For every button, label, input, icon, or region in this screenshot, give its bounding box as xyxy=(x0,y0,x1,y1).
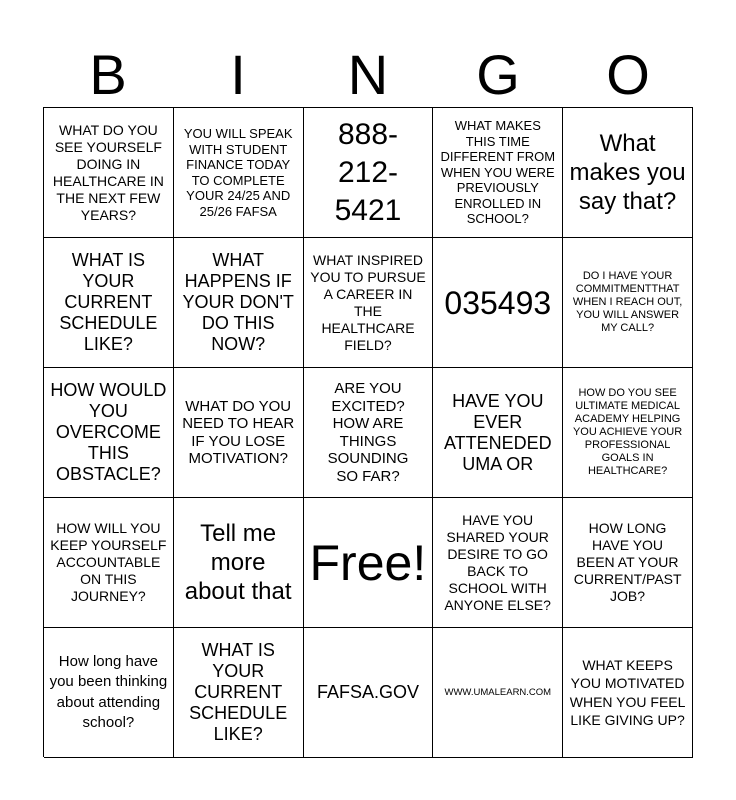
cell-text: What makes you say that? xyxy=(569,130,686,215)
header-letter-i: I xyxy=(230,43,246,106)
cell-text: Free! xyxy=(309,534,427,591)
bingo-cell[interactable] xyxy=(174,368,304,498)
bingo-cell[interactable] xyxy=(174,108,304,238)
bingo-cell[interactable] xyxy=(44,238,174,368)
cell-text: WHAT INSPIRED YOU TO PURSUE A CAREER IN THE HEALTHCARE FIELD? xyxy=(310,251,426,353)
cell-text: WHAT DO YOU NEED TO HEAR IF YOU LOSE MOTIVATION? xyxy=(182,397,295,467)
bingo-cell[interactable] xyxy=(304,498,434,628)
bingo-cell[interactable] xyxy=(44,108,174,238)
bingo-cell[interactable] xyxy=(563,628,693,758)
cell-text: WHAT MAKES THIS TIME DIFFERENT FROM WHEN YOU WERE PREVIOUSLY ENROLLED IN SCHOOL? xyxy=(440,118,556,227)
header-letter-g: G xyxy=(476,43,520,106)
bingo-cell[interactable] xyxy=(563,368,693,498)
cell-text: YOU WILL SPEAK WITH STUDENT FINANCE TODAY TO COMPLETE YOUR 24/25 AND 25/26 FAFSA xyxy=(183,126,293,219)
bingo-row xyxy=(44,368,693,498)
bingo-cell[interactable] xyxy=(563,108,693,238)
cell-text: Tell me more about that xyxy=(184,520,292,605)
header-letter-b: B xyxy=(89,43,127,106)
bingo-cell[interactable] xyxy=(304,628,434,758)
bingo-cell[interactable] xyxy=(174,238,304,368)
bingo-row xyxy=(44,108,693,238)
bingo-row xyxy=(44,628,693,758)
cell-text: How long have you been thinking about attending school? xyxy=(49,652,168,731)
bingo-cell[interactable] xyxy=(433,108,563,238)
bingo-cell[interactable] xyxy=(44,498,174,628)
bingo-cell[interactable] xyxy=(433,368,563,498)
cell-text: HOW DO YOU SEE ULTIMATE MEDICAL ACADEMY HELPING YOU ACHIEVE YOUR PROFESSIONAL GOALS IN HEALTHCARE? xyxy=(572,387,683,477)
cell-text: FAFSA.GOV xyxy=(316,682,419,702)
bingo-cell[interactable] xyxy=(433,498,563,628)
cell-text: ARE YOU EXCITED? HOW ARE THINGS SOUNDING SO FAR? xyxy=(327,380,409,485)
cell-text: WHAT HAPPENS IF YOUR DON'T DO THIS NOW? xyxy=(182,250,294,354)
cell-text: WWW.UMALEARN.COM xyxy=(444,686,552,698)
bingo-cell[interactable] xyxy=(174,628,304,758)
bingo-cell[interactable] xyxy=(563,498,693,628)
bingo-cell[interactable] xyxy=(304,368,434,498)
bingo-cell[interactable] xyxy=(304,108,434,238)
cell-text: HOW WILL YOU KEEP YOURSELF ACCOUNTABLE ON THIS JOURNEY? xyxy=(50,520,167,604)
cell-text: HOW LONG HAVE YOU BEEN AT YOUR CURRENT/PAST JOB? xyxy=(573,520,682,604)
bingo-card-grid xyxy=(43,107,693,757)
cell-text: WHAT IS YOUR CURRENT SCHEDULE LIKE? xyxy=(59,250,158,354)
bingo-cell[interactable] xyxy=(433,238,563,368)
bingo-cell[interactable] xyxy=(174,498,304,628)
bingo-cell[interactable] xyxy=(433,628,563,758)
cell-text: HAVE YOU EVER ATTENEDED UMA OR xyxy=(443,390,552,474)
cell-text: WHAT DO YOU SEE YOURSELF DOING IN HEALTHCARE IN THE NEXT FEW YEARS? xyxy=(52,121,164,223)
cell-text: DO I HAVE YOUR COMMITMENTTHAT WHEN I REACH OUT, YOU WILL ANSWER MY CALL? xyxy=(572,270,683,334)
bingo-row xyxy=(44,238,693,368)
cell-text: HAVE YOU SHARED YOUR DESIRE TO GO BACK TO SCHOOL WITH ANYONE ELSE? xyxy=(444,511,551,613)
header-letter-n: N xyxy=(347,43,389,106)
header-letter-o: O xyxy=(606,43,650,106)
cell-text: WHAT IS YOUR CURRENT SCHEDULE LIKE? xyxy=(189,640,288,744)
bingo-cell[interactable] xyxy=(304,238,434,368)
bingo-cell[interactable] xyxy=(563,238,693,368)
cell-text: WHAT KEEPS YOU MOTIVATED WHEN YOU FEEL LIKE GIVING UP? xyxy=(569,656,686,728)
bingo-cell[interactable] xyxy=(44,368,174,498)
bingo-row xyxy=(44,498,693,628)
bingo-cell[interactable] xyxy=(44,628,174,758)
bingo-header xyxy=(43,42,693,108)
cell-text: HOW WOULD YOU OVERCOME THIS OBSTACLE? xyxy=(50,380,167,484)
cell-text: 035493 xyxy=(444,284,552,321)
cell-text: 888-212-5421 xyxy=(334,117,402,227)
